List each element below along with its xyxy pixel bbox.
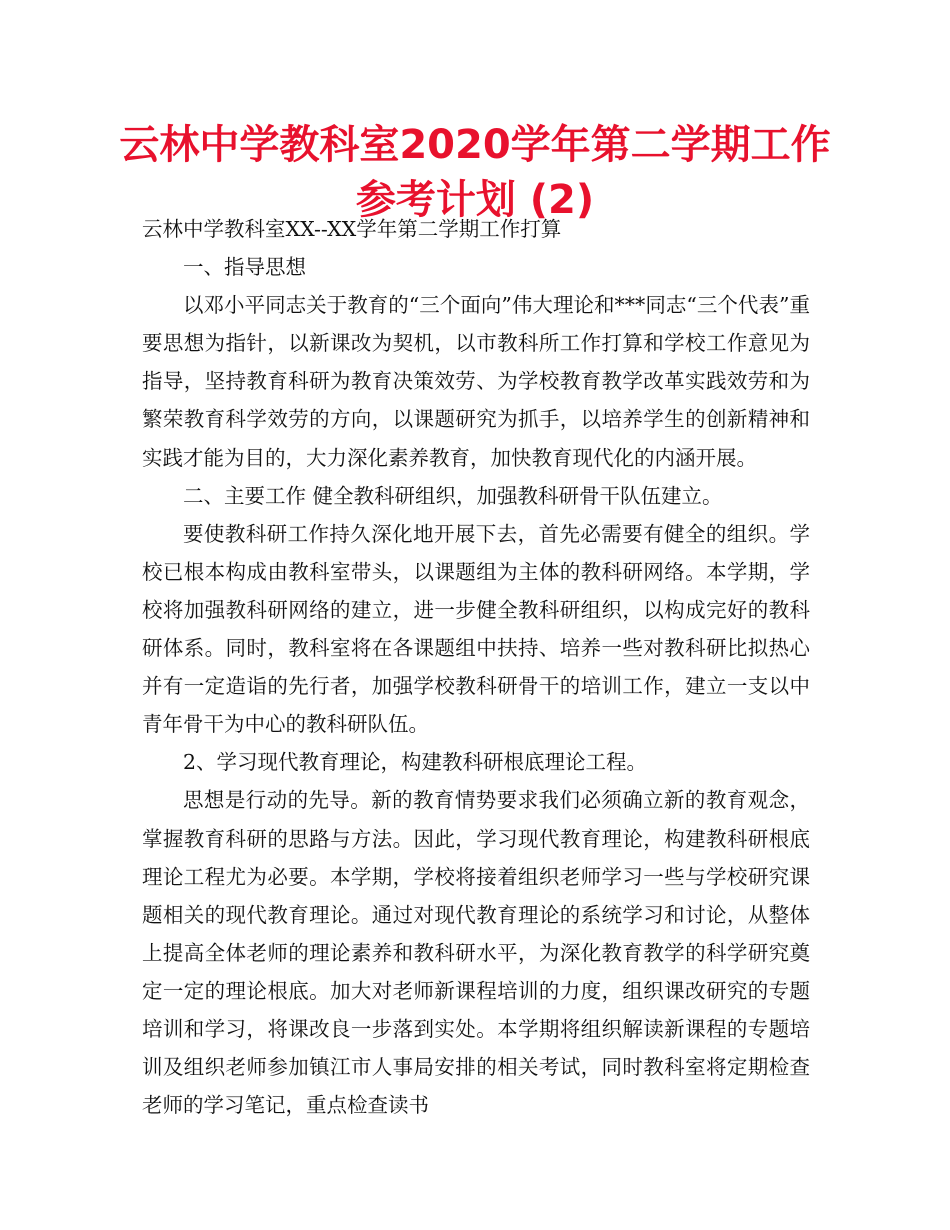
paragraph-guiding-ideology: 以邓小平同志关于教育的“三个面向”伟大理论和***同志“三个代表”重要思想为指针，以新课改为契机，以市教科所工作打算和学校工作意见为指导，坚持教育科研为教育决策效劳、为学校教育教学改革实践效劳和为繁荣教育科学效劳的方向，以课题研究为抓手，以培养学生的创新精神和实践才能为目的，大力深化素养教育，加快教育现代化的内涵开展。 (142, 293, 810, 470)
section-heading-main-work: 二、主要工作 健全教科研组织，加强教科研骨干队伍建立。 (183, 483, 723, 508)
paragraph-organization: 要使教科研工作持久深化地开展下去，首先必需要有健全的组织。学校已根本构成由教科室带头，以课题组为主体的教科研网络。本学期，学校将加强教科研网络的建立，进一步健全教科研组织，以构成完好的教科研体系。同时，教科室将在各课题组中扶持、培养一些对教科研比拟热心并有一定造诣的先行者，加强学校教科研骨干的培训工作，建立一支以中青年骨干为中心的教科研队伍。 (142, 521, 810, 737)
section-heading-guiding-ideology: 一、指导思想 (183, 255, 306, 280)
document-title: 云林中学教科室2020学年第二学期工作参考计划 (2) (119, 122, 831, 223)
section-heading-theory-study: 2、学习现代教育理论，构建教科研根底理论工程。 (183, 750, 648, 775)
paragraph-theory-study: 思想是行动的先导。新的教育情势要求我们必须确立新的教育观念，掌握教育科研的思路与方法。因此，学习现代教育理论，构建教科研根底理论工程尤为必要。本学期，学校将接着组织老师学习一些与学校研究课题相关的现代教育理论。通过对现代教育理论的系统学习和讨论，从整体上提高全体老师的理论素养和教科研水平，为深化教育教学的科学研究奠定一定的理论根底。加大对老师新课程培训的力度，组织课改研究的专题培训和学习，将课改良一步落到实处。本学期将组织解读新课程的专题培训及组织老师参加镇江市人事局安排的相关考试，同时教科室将定期检查老师的学习笔记，重点检查读书 (142, 788, 810, 1118)
subtitle-line: 云林中学教科室XX--XX学年第二学期工作打算 (142, 217, 562, 241)
document-body (142, 210, 810, 1124)
